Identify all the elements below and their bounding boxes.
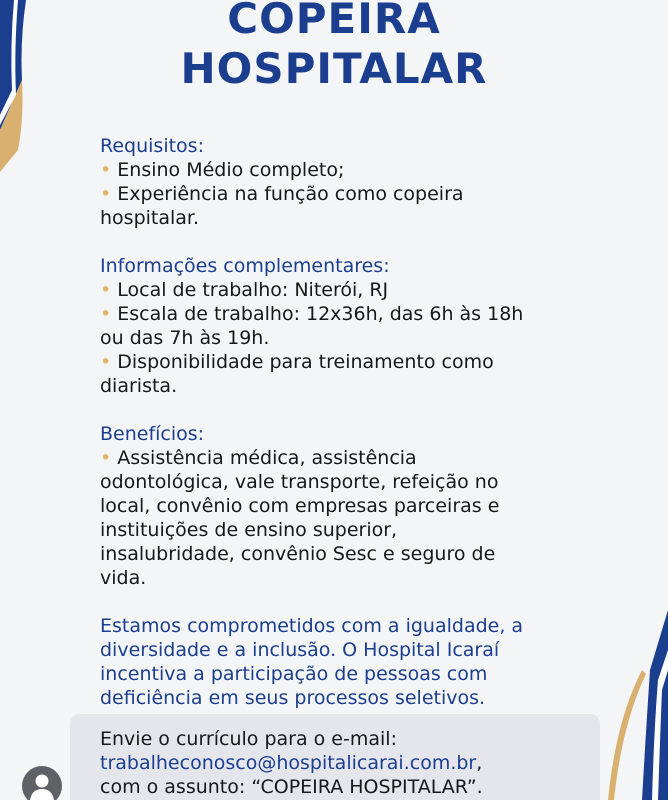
diversity-statement	[100, 614, 570, 710]
contact-text	[100, 727, 570, 799]
list-item-text: Disponibilidade para treinamento como	[117, 351, 494, 373]
title-line-2: HOSPITALAR	[180, 44, 488, 93]
list-item-continuation: vida.	[100, 567, 147, 589]
list-item	[100, 446, 570, 470]
informacoes-heading: Informações complementares:	[100, 255, 390, 277]
page-title	[0, 0, 668, 94]
bullet-icon: •	[100, 447, 112, 469]
list-item-text: Local de trabalho: Niterói, RJ	[117, 279, 389, 301]
bullet-icon: •	[100, 159, 112, 181]
title-line-1: COPEIRA	[227, 0, 441, 43]
list-item-continuation: ou das 7h às 19h.	[100, 327, 270, 349]
list-item-continuation: local, convênio com empresas parceiras e	[100, 495, 500, 517]
bottom-right-corner-decoration	[608, 610, 668, 800]
bullet-icon: •	[100, 279, 112, 301]
list-item-text: Experiência na função como copeira	[117, 183, 464, 205]
requisitos-heading: Requisitos:	[100, 135, 204, 157]
contact-email-line	[100, 751, 570, 775]
bullet-icon: •	[100, 303, 112, 325]
informacoes-section	[100, 254, 570, 398]
list-item-continuation: odontológica, vale transporte, refeição no	[100, 471, 499, 493]
list-item	[100, 182, 570, 206]
list-item	[100, 278, 570, 302]
list-item	[100, 350, 570, 374]
bullet-icon: •	[100, 351, 112, 373]
diversity-line: incentiva a participação de pessoas com	[100, 663, 488, 685]
list-item-text: Assistência médica, assistência	[117, 447, 417, 469]
beneficios-section	[100, 422, 570, 590]
contact-instruction: Envie o currículo para o e-mail:	[100, 728, 397, 750]
contact-email-suffix: ,	[476, 752, 483, 774]
diversity-line: diversidade e a inclusão. O Hospital Icaraí	[100, 639, 500, 661]
avatar-person-icon	[22, 766, 62, 800]
bullet-icon: •	[100, 183, 112, 205]
list-item-continuation: instituições de ensino superior,	[100, 519, 398, 541]
contact-email-link[interactable]: trabalheconosco@hospitalicarai.com.br	[100, 752, 477, 774]
main-content	[100, 134, 570, 734]
diversity-line: Estamos comprometidos com a igualdade, a	[100, 615, 524, 637]
list-item-continuation: diarista.	[100, 375, 178, 397]
list-item-text: Escala de trabalho: 12x36h, das 6h às 18h	[117, 303, 524, 325]
list-item-continuation: hospitalar.	[100, 207, 200, 229]
user-avatar-icon[interactable]	[22, 766, 62, 800]
beneficios-heading: Benefícios:	[100, 423, 205, 445]
requisitos-section	[100, 134, 570, 230]
contact-subject: com o assunto: “COPEIRA HOSPITALAR”.	[100, 776, 483, 798]
list-item	[100, 302, 570, 326]
list-item	[100, 158, 570, 182]
diversity-line: deficiência em seus processos seletivos.	[100, 687, 486, 709]
list-item-continuation: insalubridade, convênio Sesc e seguro de	[100, 543, 496, 565]
list-item-text: Ensino Médio completo;	[117, 159, 345, 181]
